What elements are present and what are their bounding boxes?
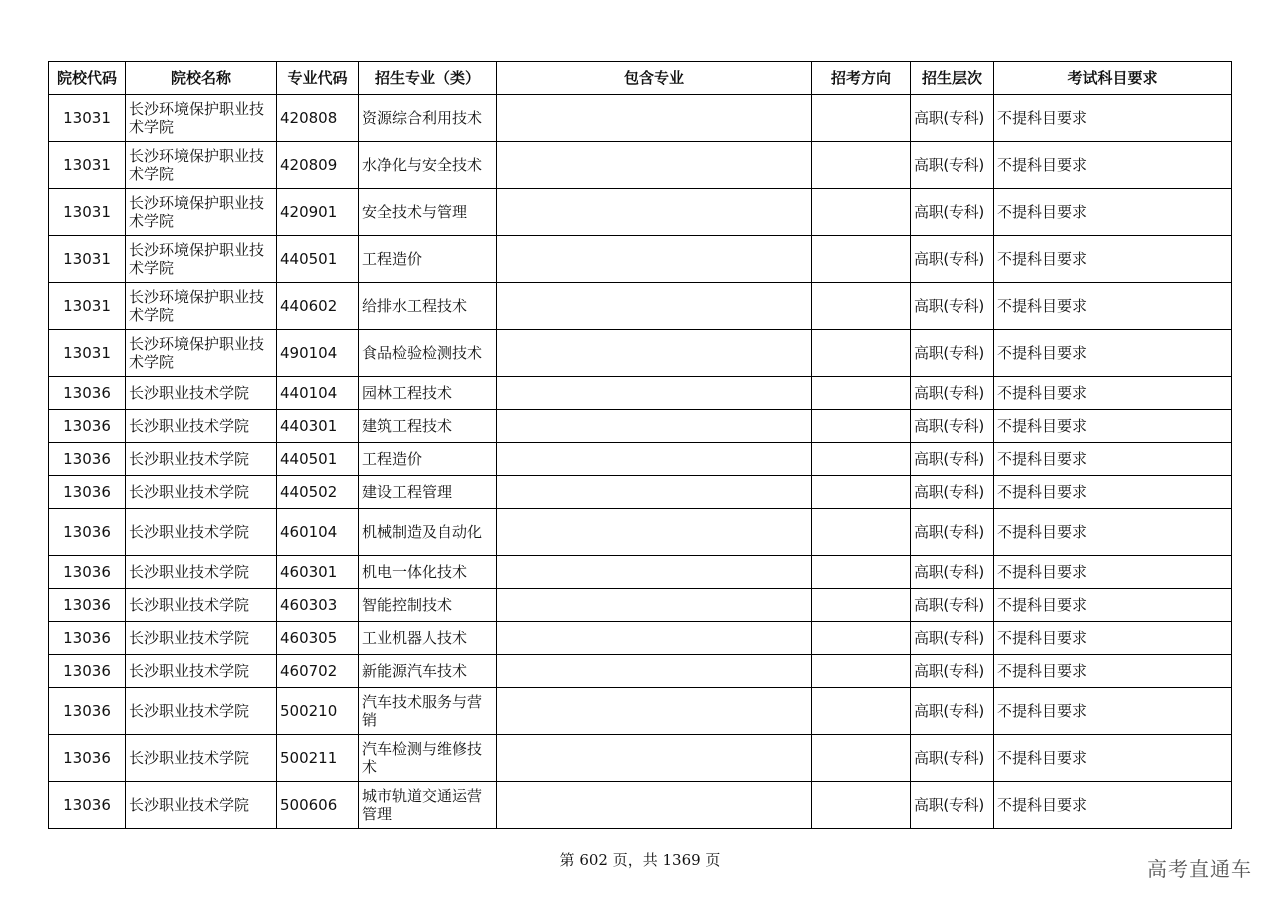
cell-school-name: 长沙职业技术学院 [126, 688, 277, 735]
cell-major: 机械制造及自动化 [359, 509, 497, 556]
cell-included-majors [497, 655, 812, 688]
cell-requirement: 不提科目要求 [994, 410, 1232, 443]
table-body [49, 95, 1232, 829]
cell-major: 建设工程管理 [359, 476, 497, 509]
cell-school-code: 13036 [49, 655, 126, 688]
cell-included-majors [497, 95, 812, 142]
cell-school-name: 长沙环境保护职业技术学院 [126, 330, 277, 377]
cell-included-majors [497, 735, 812, 782]
cell-major: 给排水工程技术 [359, 283, 497, 330]
table-row [49, 589, 1232, 622]
cell-school-name: 长沙职业技术学院 [126, 443, 277, 476]
cell-requirement: 不提科目要求 [994, 556, 1232, 589]
cell-school-name: 长沙职业技术学院 [126, 476, 277, 509]
table-row [49, 142, 1232, 189]
cell-school-name: 长沙职业技术学院 [126, 410, 277, 443]
cell-direction [812, 589, 911, 622]
cell-major: 机电一体化技术 [359, 556, 497, 589]
cell-included-majors [497, 330, 812, 377]
cell-school-code: 13036 [49, 782, 126, 829]
cell-direction [812, 556, 911, 589]
cell-major: 新能源汽车技术 [359, 655, 497, 688]
cell-school-name: 长沙环境保护职业技术学院 [126, 236, 277, 283]
cell-school-name: 长沙职业技术学院 [126, 655, 277, 688]
cell-major: 汽车技术服务与营销 [359, 688, 497, 735]
cell-direction [812, 735, 911, 782]
cell-major-code: 490104 [277, 330, 359, 377]
cell-major-code: 460702 [277, 655, 359, 688]
cell-school-code: 13031 [49, 330, 126, 377]
cell-school-code: 13036 [49, 589, 126, 622]
cell-school-name: 长沙职业技术学院 [126, 735, 277, 782]
cell-included-majors [497, 622, 812, 655]
cell-school-code: 13036 [49, 735, 126, 782]
cell-major-code: 460301 [277, 556, 359, 589]
cell-level: 高职(专科) [911, 95, 994, 142]
cell-included-majors [497, 236, 812, 283]
cell-included-majors [497, 189, 812, 236]
table-row [49, 410, 1232, 443]
cell-requirement: 不提科目要求 [994, 443, 1232, 476]
cell-level: 高职(专科) [911, 283, 994, 330]
cell-major: 食品检验检测技术 [359, 330, 497, 377]
cell-level: 高职(专科) [911, 782, 994, 829]
cell-level: 高职(专科) [911, 189, 994, 236]
cell-level: 高职(专科) [911, 476, 994, 509]
header-school-code: 院校代码 [49, 62, 126, 95]
cell-major: 城市轨道交通运营管理 [359, 782, 497, 829]
cell-direction [812, 283, 911, 330]
cell-requirement: 不提科目要求 [994, 476, 1232, 509]
table-row [49, 189, 1232, 236]
cell-major-code: 460104 [277, 509, 359, 556]
cell-requirement: 不提科目要求 [994, 589, 1232, 622]
cell-included-majors [497, 283, 812, 330]
cell-level: 高职(专科) [911, 443, 994, 476]
cell-major: 工业机器人技术 [359, 622, 497, 655]
cell-school-code: 13036 [49, 622, 126, 655]
cell-major-code: 500210 [277, 688, 359, 735]
cell-school-name: 长沙环境保护职业技术学院 [126, 142, 277, 189]
cell-school-name: 长沙环境保护职业技术学院 [126, 283, 277, 330]
cell-school-name: 长沙环境保护职业技术学院 [126, 95, 277, 142]
table-header [49, 62, 1232, 95]
cell-requirement: 不提科目要求 [994, 189, 1232, 236]
cell-direction [812, 782, 911, 829]
cell-school-code: 13031 [49, 283, 126, 330]
cell-requirement: 不提科目要求 [994, 330, 1232, 377]
header-included-majors: 包含专业 [497, 62, 812, 95]
table-row [49, 443, 1232, 476]
cell-requirement: 不提科目要求 [994, 377, 1232, 410]
cell-school-code: 13031 [49, 95, 126, 142]
cell-requirement: 不提科目要求 [994, 95, 1232, 142]
cell-included-majors [497, 142, 812, 189]
cell-major: 安全技术与管理 [359, 189, 497, 236]
table-row [49, 330, 1232, 377]
cell-school-name: 长沙职业技术学院 [126, 509, 277, 556]
cell-school-name: 长沙职业技术学院 [126, 589, 277, 622]
cell-included-majors [497, 443, 812, 476]
cell-major-code: 420901 [277, 189, 359, 236]
header-major-code: 专业代码 [277, 62, 359, 95]
cell-level: 高职(专科) [911, 377, 994, 410]
cell-requirement: 不提科目要求 [994, 236, 1232, 283]
cell-direction [812, 655, 911, 688]
page-number: 第 602 页，共 1369 页 [559, 851, 721, 869]
cell-requirement: 不提科目要求 [994, 655, 1232, 688]
header-direction: 招考方向 [812, 62, 911, 95]
cell-major-code: 500211 [277, 735, 359, 782]
cell-direction [812, 330, 911, 377]
cell-school-name: 长沙环境保护职业技术学院 [126, 189, 277, 236]
cell-included-majors [497, 377, 812, 410]
cell-school-code: 13036 [49, 410, 126, 443]
cell-school-code: 13036 [49, 688, 126, 735]
cell-major: 资源综合利用技术 [359, 95, 497, 142]
header-level: 招生层次 [911, 62, 994, 95]
cell-school-name: 长沙职业技术学院 [126, 782, 277, 829]
cell-major-code: 440502 [277, 476, 359, 509]
cell-requirement: 不提科目要求 [994, 142, 1232, 189]
cell-school-name: 长沙职业技术学院 [126, 377, 277, 410]
cell-major: 智能控制技术 [359, 589, 497, 622]
cell-level: 高职(专科) [911, 655, 994, 688]
cell-school-code: 13036 [49, 509, 126, 556]
cell-major-code: 500606 [277, 782, 359, 829]
cell-major-code: 440501 [277, 443, 359, 476]
cell-level: 高职(专科) [911, 622, 994, 655]
cell-major-code: 440501 [277, 236, 359, 283]
cell-major-code: 420808 [277, 95, 359, 142]
cell-level: 高职(专科) [911, 556, 994, 589]
cell-requirement: 不提科目要求 [994, 622, 1232, 655]
cell-level: 高职(专科) [911, 236, 994, 283]
cell-level: 高职(专科) [911, 589, 994, 622]
cell-requirement: 不提科目要求 [994, 688, 1232, 735]
cell-major-code: 440104 [277, 377, 359, 410]
cell-included-majors [497, 688, 812, 735]
cell-direction [812, 443, 911, 476]
cell-level: 高职(专科) [911, 142, 994, 189]
cell-school-code: 13031 [49, 236, 126, 283]
cell-included-majors [497, 410, 812, 443]
cell-major-code: 460303 [277, 589, 359, 622]
table-row [49, 236, 1232, 283]
cell-included-majors [497, 589, 812, 622]
cell-major: 汽车检测与维修技术 [359, 735, 497, 782]
cell-school-code: 13036 [49, 556, 126, 589]
table-row [49, 655, 1232, 688]
cell-included-majors [497, 782, 812, 829]
cell-direction [812, 688, 911, 735]
table-row [49, 688, 1232, 735]
cell-included-majors [497, 509, 812, 556]
cell-direction [812, 410, 911, 443]
cell-major-code: 460305 [277, 622, 359, 655]
cell-requirement: 不提科目要求 [994, 782, 1232, 829]
cell-major-code: 420809 [277, 142, 359, 189]
cell-school-code: 13036 [49, 443, 126, 476]
table-row [49, 556, 1232, 589]
cell-school-code: 13031 [49, 189, 126, 236]
table-row [49, 622, 1232, 655]
header-requirement: 考试科目要求 [994, 62, 1232, 95]
header-major: 招生专业（类） [359, 62, 497, 95]
cell-level: 高职(专科) [911, 330, 994, 377]
cell-school-code: 13036 [49, 476, 126, 509]
cell-direction [812, 142, 911, 189]
cell-major: 工程造价 [359, 236, 497, 283]
watermark-logo: 高考直通车 [1147, 857, 1252, 881]
cell-direction [812, 509, 911, 556]
cell-requirement: 不提科目要求 [994, 735, 1232, 782]
cell-major: 工程造价 [359, 443, 497, 476]
cell-major-code: 440301 [277, 410, 359, 443]
cell-level: 高职(专科) [911, 735, 994, 782]
cell-level: 高职(专科) [911, 688, 994, 735]
cell-requirement: 不提科目要求 [994, 509, 1232, 556]
cell-major-code: 440602 [277, 283, 359, 330]
table-row [49, 782, 1232, 829]
table-row [49, 735, 1232, 782]
cell-major: 建筑工程技术 [359, 410, 497, 443]
table-row [49, 476, 1232, 509]
cell-level: 高职(专科) [911, 509, 994, 556]
table-row [49, 509, 1232, 556]
cell-major: 园林工程技术 [359, 377, 497, 410]
cell-school-name: 长沙职业技术学院 [126, 556, 277, 589]
cell-direction [812, 377, 911, 410]
cell-direction [812, 236, 911, 283]
cell-direction [812, 95, 911, 142]
cell-school-code: 13031 [49, 142, 126, 189]
cell-included-majors [497, 476, 812, 509]
header-row [49, 62, 1232, 95]
cell-school-name: 长沙职业技术学院 [126, 622, 277, 655]
cell-requirement: 不提科目要求 [994, 283, 1232, 330]
cell-included-majors [497, 556, 812, 589]
cell-level: 高职(专科) [911, 410, 994, 443]
table-row [49, 377, 1232, 410]
admissions-table [48, 61, 1232, 829]
table-row [49, 95, 1232, 142]
cell-direction [812, 622, 911, 655]
cell-direction [812, 189, 911, 236]
cell-major: 水净化与安全技术 [359, 142, 497, 189]
header-school-name: 院校名称 [126, 62, 277, 95]
cell-direction [812, 476, 911, 509]
cell-school-code: 13036 [49, 377, 126, 410]
table-row [49, 283, 1232, 330]
